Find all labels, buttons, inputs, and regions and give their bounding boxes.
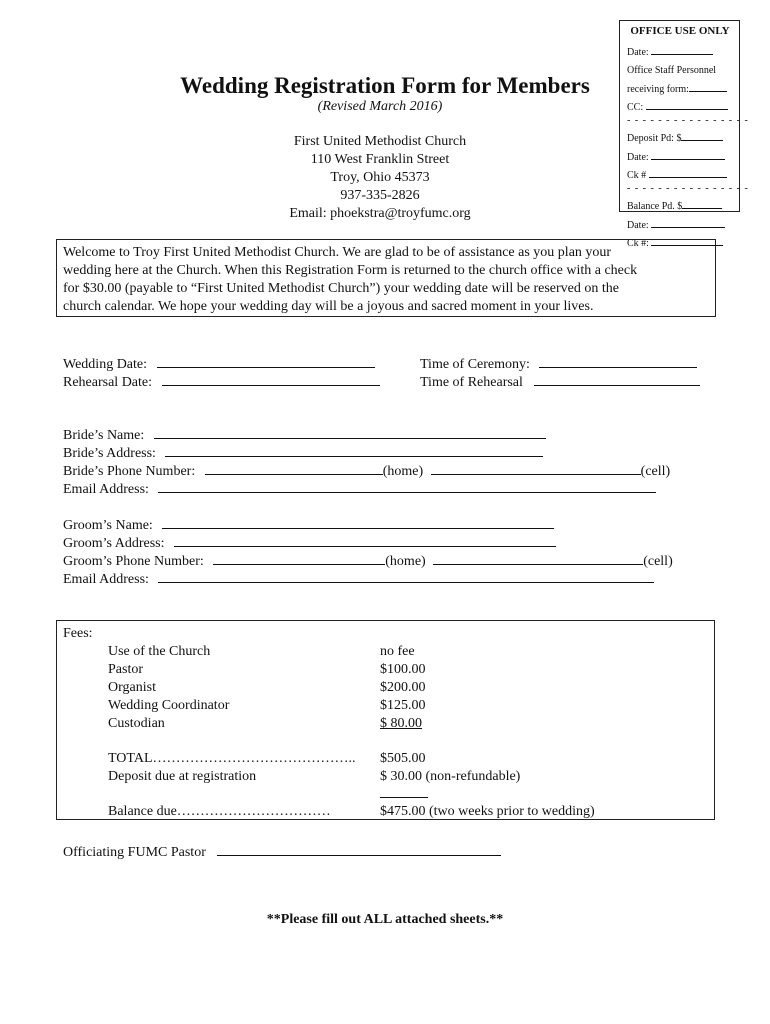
- office-staff-label-2: receiving form:: [627, 83, 689, 95]
- bride-home-label: (home): [382, 464, 424, 479]
- office-balance-label: Balance Pd. $: [627, 201, 683, 212]
- wedding-date-row: [63, 354, 375, 374]
- balance-amount: $475.00 (two weeks prior to wedding): [380, 804, 595, 819]
- groom-email-field[interactable]: [158, 569, 654, 583]
- groom-name-label: Groom’s Name:: [63, 518, 153, 533]
- church-street: 110 West Franklin Street: [310, 152, 450, 167]
- fee-item-name: Use of the Church: [108, 644, 211, 659]
- office-balance-date-label: Date:: [627, 219, 649, 231]
- office-date-field[interactable]: [651, 41, 713, 55]
- welcome-line: Welcome to Troy First United Methodist Church. We are glad to be of assistance as you plan your: [63, 245, 612, 260]
- bride-address-field[interactable]: [165, 443, 543, 457]
- groom-address-label: Groom’s Address:: [63, 536, 165, 551]
- groom-cell-phone-field[interactable]: [433, 551, 643, 565]
- office-cc-label: CC:: [627, 102, 644, 113]
- rehearsal-date-field[interactable]: [162, 372, 380, 386]
- rehearsal-time-label: Time of Rehearsal: [420, 375, 523, 390]
- groom-address-row: [63, 533, 556, 553]
- bride-home-phone-field[interactable]: [205, 461, 383, 475]
- fee-item-name: Pastor: [108, 662, 143, 677]
- groom-cell-label: (cell): [643, 554, 673, 569]
- total-amount: $505.00: [380, 751, 426, 766]
- balance-label: Balance due……………………………: [108, 804, 331, 819]
- divider: - - - - - - - - - - - - - - - -: [627, 182, 749, 194]
- groom-home-phone-field[interactable]: [213, 551, 385, 565]
- groom-home-label: (home): [385, 554, 426, 569]
- bride-name-field[interactable]: [154, 425, 546, 439]
- form-title: Wedding Registration Form for Members: [180, 73, 590, 98]
- bride-email-row: [63, 479, 656, 499]
- fee-item-amount: $100.00: [380, 662, 426, 677]
- groom-address-field[interactable]: [174, 533, 556, 547]
- rehearsal-date-label: Rehearsal Date:: [63, 375, 153, 390]
- bride-phone-label: Bride’s Phone Number:: [63, 464, 196, 479]
- ceremony-time-label: Time of Ceremony:: [420, 357, 530, 372]
- bride-name-row: [63, 425, 546, 445]
- fee-item-name: Wedding Coordinator: [108, 698, 230, 713]
- office-date-label: Date:: [627, 46, 649, 58]
- church-email: Email: phoekstra@troyfumc.org: [289, 206, 471, 221]
- fees-label: Fees:: [63, 626, 93, 641]
- fee-item-amount: $200.00: [380, 680, 426, 695]
- welcome-line: church calendar. We hope your wedding day will be a joyous and sacred moment in your lives.: [63, 299, 594, 314]
- bride-cell-phone-field[interactable]: [431, 461, 641, 475]
- welcome-line: for $30.00 (payable to “First United Methodist Church”) your wedding date will be reserved on the: [63, 281, 619, 296]
- groom-phone-row: [63, 551, 673, 571]
- church-phone: 937-335-2826: [340, 188, 420, 203]
- office-ck-label: Ck #: [627, 170, 647, 181]
- rehearsal-time-row: [420, 372, 700, 392]
- office-balance-field[interactable]: [682, 195, 722, 209]
- office-deposit-date-field[interactable]: [651, 146, 725, 160]
- office-ck2-label: Ck #:: [627, 238, 649, 249]
- fee-item-amount: $125.00: [380, 698, 426, 713]
- groom-email-label: Email Address:: [63, 572, 149, 587]
- total-label: TOTAL……………………………………..: [108, 751, 356, 766]
- deposit-amount: $ 30.00 (non-refundable): [380, 769, 521, 784]
- fee-item-amount: $ 80.00: [380, 716, 422, 731]
- office-staff-label: Office Staff Personnel: [627, 65, 717, 76]
- divider: [380, 797, 428, 798]
- office-balance-date-field[interactable]: [651, 214, 725, 228]
- church-city: Troy, Ohio 45373: [330, 170, 430, 185]
- bride-cell-label: (cell): [640, 464, 671, 479]
- pastor-field[interactable]: [217, 842, 501, 856]
- divider: - - - - - - - - - - - - - - - -: [627, 114, 749, 126]
- fee-item-name: Organist: [108, 680, 156, 695]
- wedding-date-field[interactable]: [157, 354, 375, 368]
- revised-note: (Revised March 2016): [317, 99, 443, 114]
- rehearsal-date-row: [63, 372, 380, 392]
- ceremony-time-row: [420, 354, 697, 374]
- church-name: First United Methodist Church: [293, 134, 467, 149]
- footer-note: **Please fill out ALL attached sheets.**: [266, 912, 504, 927]
- rehearsal-time-field[interactable]: [534, 372, 700, 386]
- groom-email-row: [63, 569, 654, 589]
- wedding-date-label: Wedding Date:: [63, 357, 148, 372]
- deposit-label: Deposit due at registration: [108, 769, 257, 784]
- ceremony-time-field[interactable]: [539, 354, 697, 368]
- welcome-line: wedding here at the Church. When this Registration Form is returned to the church office with a check: [63, 263, 638, 278]
- office-deposit-label: Deposit Pd: $: [627, 133, 682, 144]
- office-use-title: OFFICE USE ONLY: [630, 25, 730, 37]
- fee-item-name: Custodian: [108, 716, 165, 731]
- bride-phone-row: [63, 461, 670, 481]
- church-address: [100, 133, 660, 223]
- form-title-wrap: [100, 72, 670, 100]
- bride-email-field[interactable]: [158, 479, 656, 493]
- groom-phone-label: Groom’s Phone Number:: [63, 554, 204, 569]
- bride-address-label: Bride’s Address:: [63, 446, 156, 461]
- bride-email-label: Email Address:: [63, 482, 149, 497]
- fees-box: [56, 620, 715, 820]
- pastor-label: Officiating FUMC Pastor: [63, 845, 206, 860]
- welcome-box: [56, 239, 716, 317]
- bride-address-row: [63, 443, 543, 463]
- groom-name-row: [63, 515, 554, 535]
- pastor-row: [63, 842, 501, 862]
- groom-name-field[interactable]: [162, 515, 554, 529]
- bride-name-label: Bride’s Name:: [63, 428, 145, 443]
- office-ck-field[interactable]: [649, 164, 727, 178]
- office-deposit-field[interactable]: [681, 127, 723, 141]
- office-staff-field[interactable]: [689, 78, 727, 92]
- office-deposit-date-label: Date:: [627, 151, 649, 163]
- fee-item-amount: no fee: [380, 644, 415, 659]
